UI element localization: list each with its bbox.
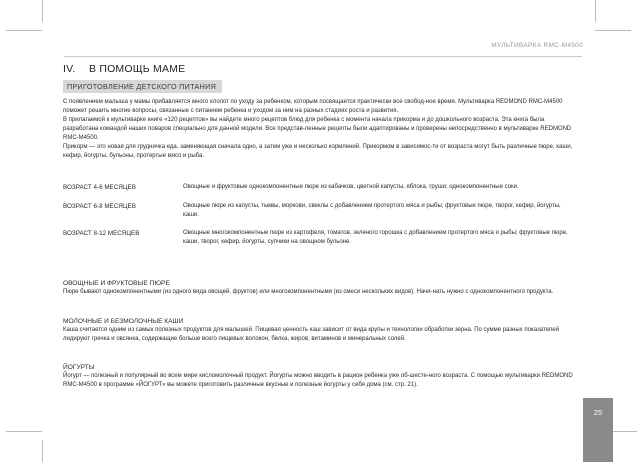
header-divider: [64, 56, 582, 57]
running-head: МУЛЬТИВАРКА RMC-M4500: [491, 42, 583, 49]
puree-block: [63, 279, 575, 297]
age-label: ВОЗРАСТ 4-6 МЕСЯЦЕВ: [63, 184, 136, 191]
crop-mark: [42, 440, 43, 462]
block-title: МОЛОЧНЫЕ И БЕЗМОЛОЧНЫЕ КАШИ: [63, 318, 184, 325]
age-row: [63, 183, 575, 192]
age-row: [63, 202, 575, 220]
page-number: 25: [593, 408, 603, 417]
intro-paragraph: В прилагаемой к мультиварке книге «120 рецептов» вы найдете много рецептов блюд для ребенка с момента начала прикорма и до дошкольного возраста. Эта книга была разработана командой наших поваров специально для данной модели. Все представ-ленные рецепты были адаптированы и проверены непосредственно в мультиварке REDMOND RMC-M4500.: [63, 117, 572, 141]
subsection-heading: ПРИГОТОВЛЕНИЕ ДЕТСКОГО ПИТАНИЯ: [63, 80, 222, 93]
age-description: Овощные и фруктовые однокомпонентные пюре из кабачков, цветной капусты, яблока, груши; однокомпонентные соки.: [183, 184, 519, 190]
section-title: [63, 63, 185, 75]
crop-mark: [595, 30, 631, 31]
crop-mark: [595, 0, 596, 22]
intro-paragraph: С появлением малыша у мамы прибавляется много хлопот по уходу за ребенком, которым посвящается практически все свобод-ное время. Мультиварка REDMOND RMC-M4500 поможет решить многие вопросы, связанные с питанием ребенка и уходом за ним на разных стадиях роста и развития.: [63, 99, 563, 114]
age-row: [63, 229, 575, 247]
block-text: Йогурт — полезный и популярный во всем мире кисломолочный продукт. Йогурты можно вводить в рацион ребенка уже об-шесте-ного возраста. С помощью мультиварки REDMOND RMC-M4500 в программе «ЙОГУРТ» вы можете приготовить различные вкусные и полезные йогурты у себя дома (см. стр. 21).: [63, 373, 573, 388]
crop-mark: [613, 431, 637, 432]
block-text: Каша считается одним из самых полезных продуктов для малышей. Пищевая ценность каш зависит от вида крупы и технологии обработки зерна. По сумме разных показателей лидируют гречка и овсянка, содержащие больше всего пищевых волокон, белка, жиров, витаминов и минеральных солей.: [63, 327, 559, 342]
intro-paragraph: Прикорм — это новая для грудничка еда, заменяющая сначала одно, а затем уже и несколько кормлений. Прикормом в зависимос-ти от возраста могут быть различные пюре, каши, кефир, йогурты, бульоны, протертые мясо и рыба.: [63, 144, 573, 159]
yogurt-block: [63, 363, 575, 390]
age-description: Овощные многокомпонентные пюре из картофеля, томатов, зеленого горошка с добавлением протертого мяса и рыбы; фруктовые пюре, каши, творог, кефир, йогурты, супчики на овощном бульоне.: [183, 230, 568, 245]
age-label: ВОЗРАСТ 6-8 МЕСЯЦЕВ: [63, 202, 136, 210]
age-label: ВОЗРАСТ 8-12 МЕСЯЦЕВ: [63, 230, 140, 237]
porridge-block: [63, 317, 575, 344]
page-number-tab: [583, 398, 613, 462]
crop-mark: [42, 0, 43, 22]
crop-mark: [6, 30, 42, 31]
section-number: IV.: [63, 63, 76, 75]
section-title-text: В ПОМОЩЬ МАМЕ: [89, 63, 186, 75]
age-table: [63, 183, 575, 257]
block-text: Пюре бывают однокомпонентными (из одного вида овощей, фруктов) или многокомпонентными (из смеси нескольких видов). Начи-нать нужно с однокомпонентного продукта.: [63, 289, 554, 295]
crop-mark: [6, 431, 42, 432]
intro-text: [63, 98, 575, 161]
block-title: ОВОЩНЫЕ И ФРУКТОВЫЕ ПЮРЕ: [63, 280, 170, 287]
block-title: ЙОГУРТЫ: [63, 364, 95, 371]
age-description: Овощные пюре из капусты, тыквы, моркови, свеклы с добавлением протертого мяса и рыбы; фруктовые пюре, творог, кефир, йогурты, каши.: [183, 202, 561, 218]
